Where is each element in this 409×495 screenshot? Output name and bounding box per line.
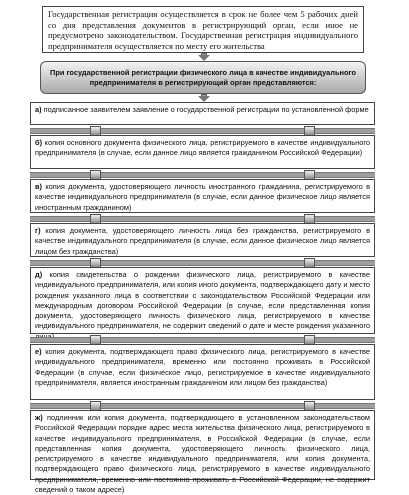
item-letter: а) bbox=[35, 105, 42, 114]
arrow-down-icon bbox=[198, 53, 210, 61]
item-letter: е) bbox=[35, 347, 42, 356]
document-item-d bbox=[30, 267, 375, 334]
connector-bar bbox=[30, 337, 375, 343]
arrow-down-icon bbox=[198, 94, 210, 102]
item-letter: ж) bbox=[35, 413, 43, 422]
document-item-g bbox=[30, 223, 375, 257]
connector-bar bbox=[30, 403, 375, 409]
connector-bar bbox=[30, 128, 375, 134]
item-letter: б) bbox=[35, 138, 43, 147]
item-text: копия документа, подтверждающего право физического лица, регистрируемого в качестве индивидуального предпринимателя, временно или постоянно проживать в Российской Федерации (в случае, если физическое лицо, регистрируемое в качестве индивидуального предпринимателя, является иностранным гражданином или лицом без гражданства) bbox=[35, 347, 370, 387]
item-text: копия свидетельства о рождении физического лица, регистрируемого в качестве индивидуального предпринимателя, или копия иного документа, подтверждающего дату и место рождения указанного лица в соответствии с законодательством Российской Федерации или международным договором Российской Федерации (в случае, если представленная копия документа, удостоверяющего личность физического лица, регистрируемого в качестве индивидуального предпринимателя, не содержит сведений о дате и месте рождения указанного bbox=[35, 270, 370, 331]
document-item-e bbox=[30, 344, 375, 400]
registration-term-note: Государственная регистрация осуществляется в срок не более чем 5 рабочих дней со дня представления документов в регистрирующий орган, если иное не предусмотрено законодательством. Государственная регистрация индивидуального предпринимателя осуществляется по месту его жительства bbox=[42, 6, 364, 53]
document-item-zh bbox=[30, 410, 375, 495]
document-item-a bbox=[30, 102, 375, 125]
document-item-b bbox=[30, 135, 375, 169]
item-text: копия документа, удостоверяющего личность иностранного гражданина, регистрируемого в качестве индивидуального предпринимателя (в случае, если данное физическое лицо является иностранным гражданином) bbox=[35, 182, 371, 212]
item-text: копия документа, удостоверяющего личность лица без гражданства, регистрируемого в качестве индивидуального предпринимателя (в случае, если данное физическое лицо является лицом без гражданства) bbox=[35, 226, 370, 256]
connector-bar bbox=[30, 216, 375, 222]
document-item-v bbox=[30, 179, 375, 213]
item-text: копия основного документа физического лица, регистрируемого в качестве индивидуального предпринимателя (в случае, если данное лицо является гражданином Российской Федерации) bbox=[35, 138, 370, 158]
item-letter: в) bbox=[35, 182, 43, 191]
connector-bar bbox=[30, 260, 375, 266]
connector-bar bbox=[30, 172, 375, 178]
item-letter: г) bbox=[35, 226, 41, 235]
documents-header: При государственной регистрации физического лица в качестве индивидуального предпринимателя в регистрирующий орган представляются: bbox=[40, 61, 366, 94]
item-letter: д) bbox=[35, 270, 43, 279]
item-text: подлинник или копия документа, подтверждающего в установленном законодательством Российской Федерации порядке адрес места жительства физического лица, регистрируемого в качестве индивидуального предпринимателя, в Российской Федерации (в случае, если представленная копия документа, удостоверяющего личность физического лица, регистрируемого в качестве индивидуального предпринимателя, или копия документа, подтверждающего право физического лица, регистрируемого в качестве индивидуального предпринимателя, временно или постоянно проживать в Российской Федерации, не содержит сведений о таком адресе) bbox=[35, 413, 370, 495]
item-text: подписанное заявителем заявление о государственной регистрации по установленной форме bbox=[43, 105, 369, 114]
